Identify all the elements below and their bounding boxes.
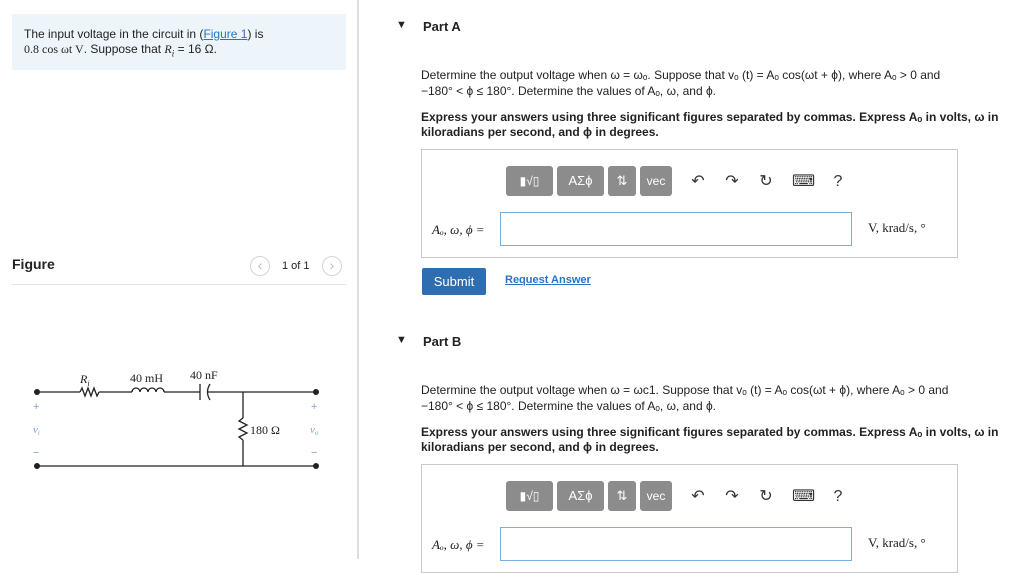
figure-heading: Figure (12, 256, 55, 272)
part-b-title[interactable]: Part B (423, 334, 462, 349)
part-b-units: V, krad/s, ° (868, 535, 926, 550)
undo-icon[interactable]: ↶ (691, 488, 705, 505)
ri-value: = 16 Ω. (177, 42, 217, 56)
part-b-answer-panel (421, 464, 958, 573)
part-b-question-line2: −180° < ϕ ≤ 180°. Determine the values of Aₒ, ω, and ϕ. (421, 399, 717, 413)
capacitor-label: 40 nF (190, 368, 218, 382)
templates-button[interactable]: ▮√▯ (506, 481, 553, 511)
left-pane (0, 0, 358, 559)
figure-prev-button[interactable] (250, 256, 270, 276)
vo-label: vo (310, 424, 319, 437)
reset-icon[interactable]: ↻ (759, 488, 773, 505)
chevron-left-icon: ‹ (257, 257, 263, 273)
ri-symbol: R (164, 42, 172, 56)
vec-button[interactable]: vec (640, 481, 672, 511)
part-a-instruction: Express your answers using three significant figures separated by commas. Express Aₒ in volts, ω in kiloradians per second, and ϕ in degrees. (421, 110, 999, 139)
part-a-title[interactable]: Part A (423, 19, 461, 34)
greek-button[interactable]: ΑΣϕ (557, 166, 604, 196)
vi-label: vi (33, 424, 40, 437)
pane-divider (357, 0, 359, 559)
arrows-button[interactable]: ⇅ (608, 166, 636, 196)
submit-button[interactable]: Submit (422, 268, 486, 295)
part-a-question-line1: Determine the output voltage when ω = ωₒ. Suppose that vₒ (t) = Aₒ cos(ωt + ϕ), where Aₒ > 0 and (421, 68, 941, 82)
vec-button[interactable]: vec (640, 166, 672, 196)
figure-link[interactable]: Figure 1 (203, 27, 248, 41)
problem-text: The input voltage in the circuit in ( (24, 27, 204, 41)
terminal-vo-top (313, 389, 319, 395)
resistor-ri (80, 388, 99, 396)
help-icon[interactable]: ? (833, 488, 843, 505)
keyboard-icon[interactable]: ⌨ (792, 488, 816, 505)
terminal-vo-bottom (313, 463, 319, 469)
figure-divider (12, 284, 346, 285)
inductor-label: 40 mH (130, 371, 163, 385)
circuit-diagram (0, 360, 356, 480)
vo-plus: + (311, 401, 318, 413)
undo-icon[interactable]: ↶ (691, 173, 705, 190)
greek-button[interactable]: ΑΣϕ (557, 481, 604, 511)
reset-icon[interactable]: ↻ (759, 173, 773, 190)
templates-button[interactable]: ▮√▯ (506, 166, 553, 196)
part-b-question (421, 382, 1016, 414)
part-a-answer-panel (421, 149, 958, 258)
part-b-caret-icon[interactable]: ▼ (396, 334, 407, 346)
vi-minus: − (33, 447, 40, 459)
ri-subscript: i (171, 48, 175, 59)
inductor (132, 388, 164, 392)
part-a-answer-input[interactable] (500, 212, 852, 246)
resistor-label: 180 Ω (250, 423, 280, 437)
vi-plus: + (33, 401, 40, 413)
resistor-180 (239, 418, 247, 440)
part-b-answer-label: Aₒ, ω, ϕ = (432, 537, 485, 552)
problem-suppose: . Suppose that (83, 42, 165, 56)
ri-label: $R_i$ (80, 372, 90, 388)
redo-icon[interactable]: ↷ (725, 173, 739, 190)
vo-minus: − (311, 447, 318, 459)
figure-counter: 1 of 1 (282, 260, 310, 272)
terminal-vi-bottom (34, 463, 40, 469)
part-a-question (421, 67, 1016, 99)
redo-icon[interactable]: ↷ (725, 488, 739, 505)
part-a-answer-label: Aₒ, ω, ϕ = (432, 222, 485, 237)
request-answer-link[interactable]: Request Answer (505, 274, 591, 286)
figure-next-button[interactable] (322, 256, 342, 276)
input-voltage-expr: 0.8 cos ωt V (24, 42, 84, 56)
part-a-units: V, krad/s, ° (868, 220, 926, 235)
keyboard-icon[interactable]: ⌨ (792, 173, 816, 190)
arrows-button[interactable]: ⇅ (608, 481, 636, 511)
part-a-caret-icon[interactable]: ▼ (396, 19, 407, 31)
part-a-question-line2: −180° < ϕ ≤ 180°. Determine the values of Aₒ, ω, and ϕ. (421, 84, 717, 98)
part-b-question-line1: Determine the output voltage when ω = ωc1. Suppose that vₒ (t) = Aₒ cos(ωt + ϕ), where Aₒ > 0 and (421, 383, 949, 397)
help-icon[interactable]: ? (833, 173, 843, 190)
chevron-right-icon: › (329, 257, 335, 273)
terminal-vi-top (34, 389, 40, 395)
problem-statement (12, 14, 346, 70)
part-b-answer-input[interactable] (500, 527, 852, 561)
problem-text-end: ) is (247, 27, 264, 41)
part-b-instruction: Express your answers using three significant figures separated by commas. Express Aₒ in volts, ω in kiloradians per second, and ϕ in degrees. (421, 425, 999, 454)
